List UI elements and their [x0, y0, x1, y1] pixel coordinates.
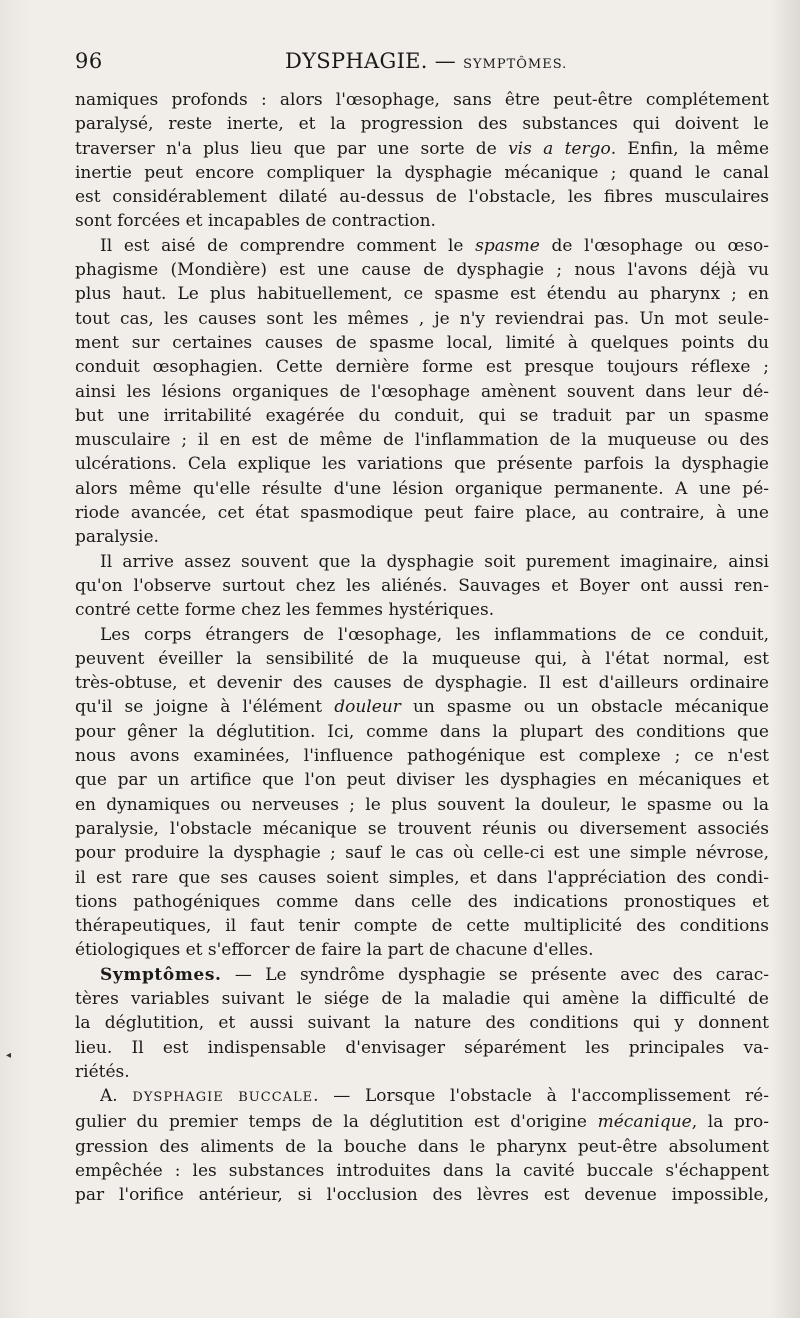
text-line — [75, 1084, 769, 1110]
text-fragment: qu'il se joigne à l'élément — [75, 697, 323, 718]
text-line: but une irritabilité exagérée du conduit, qui se traduit par un spasme — [75, 405, 769, 426]
italic-term: vis a tergo — [508, 138, 611, 159]
text-line — [75, 137, 769, 161]
text-line: riétés. — [75, 1061, 130, 1082]
text-line: alors même qu'elle résulte d'une lésion organique permanente. A une pé- — [75, 478, 769, 499]
text-line: tout cas, les causes sont les mêmes , je n'y reviendrai pas. Un mot seule- — [75, 308, 769, 329]
text-line: paralysie, l'obstacle mécanique se trouvent réunis ou diversement associés — [75, 818, 769, 839]
text-line: lieu. Il est indispensable d'envisager séparément les principales va- — [75, 1037, 769, 1058]
running-head — [0, 44, 800, 78]
text-line: que par un artifice que l'on peut diviser les dysphagies en mécaniques et — [75, 770, 769, 791]
text-fragment: A. — [100, 1086, 118, 1107]
text-line — [75, 234, 769, 258]
running-title-main: DYSPHAGIE. — [285, 49, 428, 73]
text-fragment: traverser n'a plus lieu que par une sorte de — [75, 138, 497, 159]
text-line: peuvent éveiller la sensibilité de la muqueuse qui, à l'état normal, est — [75, 648, 769, 669]
text-line: Il arrive assez souvent que la dysphagie soit purement imaginaire, ainsi — [100, 551, 769, 572]
text-line: contré cette forme chez les femmes hystériques. — [75, 600, 495, 621]
margin-mark: ◂ — [6, 1050, 12, 1061]
text-fragment: , la pro- — [691, 1112, 769, 1133]
text-line: tères variables suivant le siége de la maladie qui amène la difficulté de — [75, 988, 769, 1009]
page-number: 96 — [75, 49, 103, 73]
text-fragment: un spasme ou un obstacle mécanique — [412, 697, 769, 718]
text-fragment: . Enfin, la même — [610, 138, 770, 159]
subsection-heading: DYSPHAGIE BUCCALE — [132, 1090, 314, 1106]
text-line: thérapeutiques, il faut tenir compte de cette multiplicité des conditions — [75, 916, 769, 937]
text-line: la déglutition, et aussi suivant la nature des conditions qui y donnent — [75, 1013, 769, 1034]
text-line — [75, 695, 769, 719]
text-line: empêchée : les substances introduites dans la cavité buccale s'échappent — [75, 1161, 769, 1182]
paragraph-2 — [75, 234, 769, 550]
text-line: conduit œsophagien. Cette dernière forme est presque toujours réflexe ; — [75, 357, 769, 378]
text-line: sont forcées et incapables de contraction. — [75, 211, 436, 232]
section-symptomes — [75, 963, 769, 1084]
text-line: gression des aliments de la bouche dans le pharynx peut-être absolument — [75, 1136, 769, 1157]
text-line: ment sur certaines causes de spasme local, limité à quelques points du — [75, 332, 769, 353]
text-fragment: . — Lorsque l'obstacle à l'accomplissement ré- — [313, 1086, 769, 1107]
text-fragment: — Le syndrôme dysphagie se présente avec des carac- — [234, 964, 769, 985]
text-line: pour produire la dysphagie ; sauf le cas où celle-ci est une simple névrose, — [75, 843, 769, 864]
text-line: est considérablement dilaté au-dessus de l'obstacle, les fibres musculaires — [75, 187, 769, 208]
text-line: nous avons examinées, l'influence pathogénique est complexe ; ce n'est — [75, 746, 769, 767]
text-line: inertie peut encore compliquer la dysphagie mécanique ; quand le canal — [75, 162, 769, 183]
text-line: namiques profonds : alors l'œsophage, sans être peut-être complétement — [75, 90, 769, 110]
text-line: en dynamiques ou nerveuses ; le plus souvent la douleur, le spasme ou la — [75, 794, 769, 815]
section-dysphagie-buccale — [75, 1084, 769, 1207]
text-line: tions pathogéniques comme dans celle des indications pronostiques et — [75, 891, 769, 912]
paragraph-3 — [75, 550, 769, 623]
running-title-dash: — — [434, 49, 457, 73]
text-line: très-obtuse, et devenir des causes de dysphagie. Il est d'ailleurs ordinaire — [75, 673, 769, 694]
text-line: Les corps étrangers de l'œsophage, les inflammations de ce conduit, — [100, 624, 769, 645]
italic-term: spasme — [475, 235, 540, 256]
italic-term: douleur — [334, 697, 401, 718]
text-line: ainsi les lésions organiques de l'œsophage amènent souvent dans leur dé- — [75, 381, 769, 402]
section-heading: Symptômes. — [100, 964, 222, 985]
text-line: il est rare que ses causes soient simples, et dans l'appréciation des condi- — [75, 867, 769, 888]
body-text — [75, 88, 769, 1208]
running-title — [285, 48, 567, 78]
text-line: phagisme (Mondière) est une cause de dysphagie ; nous l'avons déjà vu — [75, 260, 769, 281]
text-line: par l'orifice antérieur, si l'occlusion des lèvres est devenue impossible, — [75, 1185, 769, 1206]
text-line: musculaire ; il en est de même de l'inflammation de la muqueuse ou des — [75, 430, 769, 451]
text-line: qu'on l'observe surtout chez les aliénés. Sauvages et Boyer ont aussi ren- — [75, 575, 769, 596]
text-line: paralysé, reste inerte, et la progression des substances qui doivent le — [75, 114, 769, 135]
paragraph-1 — [75, 88, 769, 234]
text-fragment: Il est aisé de comprendre comment le — [100, 235, 464, 256]
text-line: pour gêner la déglutition. Ici, comme dans la plupart des conditions que — [75, 721, 769, 742]
paragraph-4 — [75, 623, 769, 963]
text-line: paralysie. — [75, 527, 159, 548]
text-line: plus haut. Le plus habituellement, ce spasme est étendu au pharynx ; en — [75, 284, 769, 305]
text-line: riode avancée, cet état spasmodique peut faire place, au contraire, à une — [75, 503, 769, 524]
running-title-section: SYMPTÔMES. — [463, 57, 568, 72]
text-line: étiologiques et s'efforcer de faire la part de chacune d'elles. — [75, 940, 594, 961]
text-line: ulcérations. Cela explique les variations que présente parfois la dysphagie — [75, 454, 769, 475]
text-line — [75, 1110, 769, 1134]
italic-term: mécanique — [597, 1112, 692, 1133]
text-line — [75, 963, 769, 987]
text-fragment: de l'œsophage ou œso- — [551, 235, 769, 256]
text-fragment: gulier du premier temps de la déglutition est d'origine — [75, 1112, 587, 1133]
